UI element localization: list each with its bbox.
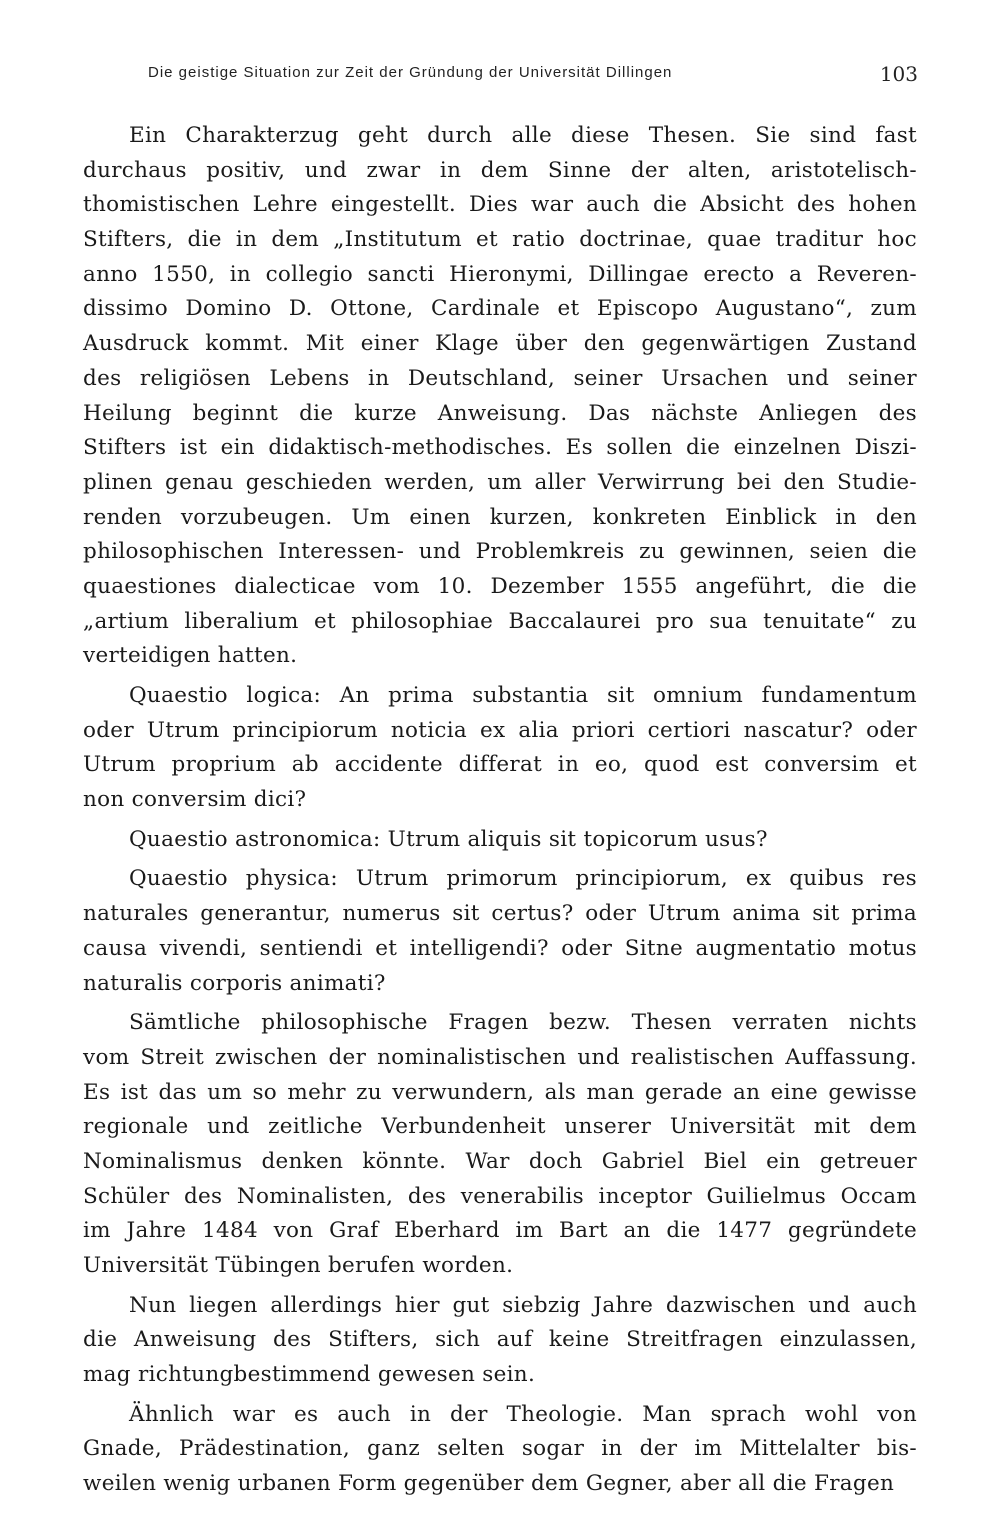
text-line: des religiösen Lebens in Deutschland, seiner Ursachen und seiner (83, 365, 917, 391)
text-line: Sämtliche philosophische Fragen bezw. Thesen verraten nichts (129, 1010, 917, 1036)
text-line: Nun liegen allerdings hier gut siebzig Jahre dazwischen und auch (129, 1292, 917, 1318)
text-line: naturalis corporis animati? (83, 970, 386, 996)
text-line: Heilung beginnt die kurze Anweisung. Das nächste Anliegen des (83, 400, 917, 426)
text-line: naturales generantur, numerus sit certus? oder Utrum anima sit prima (83, 901, 917, 927)
text-line: verteidigen hatten. (83, 643, 298, 669)
text-line: regionale und zeitliche Verbundenheit unserer Universität mit dem (83, 1114, 917, 1140)
page-number: 103 (879, 62, 918, 86)
text-line: plinen genau geschieden werden, um aller Verwirrung bei den Studie- (83, 469, 917, 495)
text-line: im Jahre 1484 von Graf Eberhard im Bart an die 1477 gegründete (83, 1218, 917, 1244)
text-line: Ein Charakterzug geht durch alle diese Thesen. Sie sind fast (129, 123, 917, 148)
paragraph (83, 119, 917, 674)
text-line: Stifters, die in dem „Institutum et ratio doctrinae, quae traditur hoc (83, 227, 917, 253)
text-line: philosophischen Interessen- und Problemkreis zu gewinnen, seien die (83, 539, 917, 565)
text-line: Universität Tübingen berufen worden. (83, 1253, 514, 1278)
text-line: oder Utrum principiorum noticia ex alia priori certiori nascatur? oder (83, 717, 917, 743)
text-line: mag richtungbestimmend gewesen sein. (83, 1362, 536, 1388)
text-line: Quaestio physica: Utrum primorum principiorum, ex quibus res (129, 866, 917, 892)
paragraph (83, 862, 917, 1001)
text-line: Schüler des Nominalisten, des venerabilis inceptor Guilielmus Occam (83, 1183, 917, 1209)
text-line: Utrum proprium ab accidente differat in eo, quod est conversim et (83, 752, 917, 778)
text-line: Nominalismus denken könnte. War doch Gabriel Biel ein getreuer (83, 1148, 917, 1174)
paragraph (83, 823, 917, 858)
text-line: Quaestio logica: An prima substantia sit omnium fundamentum (129, 683, 917, 708)
text-line: quaestiones dialecticae vom 10. Dezember 1555 angeführt, die die (83, 573, 917, 599)
text-line: dissimo Domino D. Ottone, Cardinale et Episcopo Augustano“, zum (83, 296, 917, 322)
text-line: durchaus positiv, und zwar in dem Sinne der alten, aristotelisch- (83, 157, 917, 183)
text-line: Stifters ist ein didaktisch-methodisches. Es sollen die einzelnen Diszi- (83, 435, 917, 461)
paragraph (83, 1289, 917, 1393)
text-line: weilen wenig urbanen Form gegenüber dem Gegner, aber all die Fragen (83, 1471, 895, 1497)
text-line: thomistischen Lehre eingestellt. Dies war auch die Absicht des hohen (83, 192, 917, 218)
text-line: „artium liberalium et philosophiae Baccalaurei pro sua tenuitate“ zu (83, 608, 917, 634)
text-line: Ausdruck kommt. Mit einer Klage über den gegenwärtigen Zustand (83, 331, 917, 357)
text-line: Es ist das um so mehr zu verwundern, als man gerade an eine gewisse (83, 1079, 917, 1105)
text-line: vom Streit zwischen der nominalistischen und realistischen Auffassung. (83, 1044, 917, 1070)
paragraph (83, 1398, 917, 1502)
running-head (148, 60, 918, 90)
running-title: Die geistige Situation zur Zeit der Gründung der Universität Dillingen (148, 64, 673, 81)
paragraph (83, 679, 917, 818)
text-line: Quaestio astronomica: Utrum aliquis sit topicorum usus? (129, 826, 768, 852)
text-line: Ähnlich war es auch in der Theologie. Man sprach wohl von (129, 1401, 917, 1427)
text-line: die Anweisung des Stifters, sich auf keine Streitfragen einzulassen, (83, 1327, 917, 1353)
text-line: anno 1550, in collegio sancti Hieronymi, Dillingae erecto a Reveren- (83, 261, 917, 287)
text-line: non conversim dici? (83, 787, 307, 813)
text-line: causa vivendi, sentiendi et intelligendi? oder Sitne augmentatio motus (83, 935, 917, 961)
paragraph (83, 1006, 917, 1284)
text-line: renden vorzubeugen. Um einen kurzen, konkreten Einblick in den (83, 504, 917, 530)
body-text (83, 119, 917, 1502)
text-line: Gnade, Prädestination, ganz selten sogar in der im Mittelalter bis- (83, 1436, 917, 1462)
